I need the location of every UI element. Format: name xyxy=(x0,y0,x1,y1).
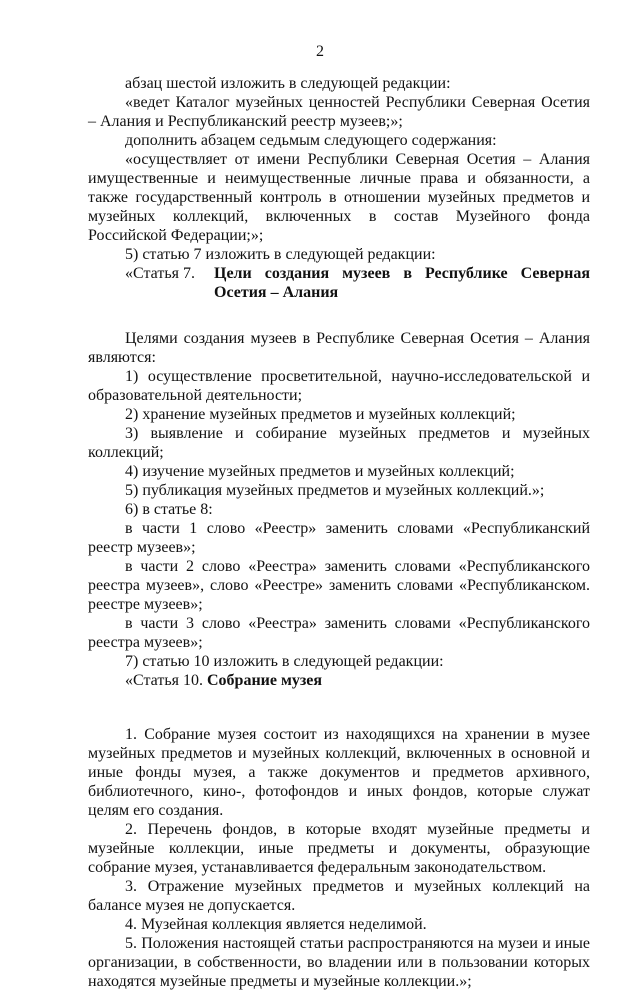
paragraph: 2. Перечень фондов, в которые входят музейные предметы и музейные коллекции, иные предметы и документы, образующие собрание музея, устанавливается федеральным законодательством. xyxy=(88,821,590,876)
paragraph: 3. Отражение музейных предметов и музейных коллекций на балансе музея не допускается. xyxy=(88,878,590,914)
article-10-title: Собрание музея xyxy=(206,672,323,689)
paragraph: дополнить абзацем седьмым следующего содержания: xyxy=(125,132,497,149)
article-7-title-line1: Цели создания музеев в Республике Северная xyxy=(214,265,590,282)
article-10-label: «Статья 10. xyxy=(125,672,203,689)
paragraph: в части 2 слово «Реестра» заменить словами «Республиканского реестра музеев», слово «Реестре» заменить словами «Республиканском. реестре музеев»; xyxy=(88,558,590,613)
page-number: 2 xyxy=(316,43,324,60)
article-10-heading xyxy=(88,671,590,690)
article-7-heading xyxy=(88,264,590,302)
paragraph: «ведет Каталог музейных ценностей Республики Северная Осетия – Алания и Республиканский реестр музеев;»; xyxy=(88,94,590,130)
paragraph: в части 1 слово «Реестр» заменить словами «Республиканский реестр музеев»; xyxy=(88,520,590,556)
paragraph: 2) хранение музейных предметов и музейных коллекций; xyxy=(125,406,516,423)
paragraph: 1) осуществление просветительной, научно-исследовательской и образовательной деятельности; xyxy=(88,368,590,404)
paragraph: 5) публикация музейных предметов и музейных коллекций.»; xyxy=(125,482,545,499)
paragraph: 1. Собрание музея состоит из находящихся на хранении в музее музейных предметов и музейных коллекций, включенных в основной и иные фонды музея, а также документов и предметов архивного, библиотечного, кино-, фотофондов и иных фондов, которые служат целям его создания. xyxy=(88,726,590,819)
paragraph: 5. Положения настоящей статьи распространяются на музеи и иные организации, в собственности, во владении или в пользовании которых находятся музейные предметы и музейные коллекции.»; xyxy=(88,935,590,990)
paragraph: Целями создания музеев в Республике Северная Осетия – Алания являются: xyxy=(88,330,590,366)
document-body xyxy=(88,74,590,991)
paragraph: в части 3 слово «Реестра» заменить словами «Республиканского реестра музеев»; xyxy=(88,615,590,651)
paragraph: 6) в статье 8: xyxy=(125,501,213,518)
article-7-title xyxy=(214,264,590,302)
paragraph: 4. Музейная коллекция является неделимой. xyxy=(125,916,427,933)
paragraph: абзац шестой изложить в следующей редакции: xyxy=(125,75,451,92)
article-7-title-line2: Осетия – Алания xyxy=(214,284,339,301)
paragraph: 5) статью 7 изложить в следующей редакции: xyxy=(125,246,436,263)
paragraph: 4) изучение музейных предметов и музейных коллекций; xyxy=(125,463,515,480)
article-7-label: «Статья 7. xyxy=(125,265,195,282)
paragraph: 7) статью 10 изложить в следующей редакции: xyxy=(125,653,444,670)
paragraph: 3) выявление и собирание музейных предметов и музейных коллекций; xyxy=(88,425,590,461)
paragraph: «осуществляет от имени Республики Северная Осетия – Алания имущественные и неимущественные личные права и обязанности, а также государственный контроль в отношении музейных предметов и музейных коллекций, включенных в состав Музейного фонда Российской Федерации;»; xyxy=(88,151,590,244)
